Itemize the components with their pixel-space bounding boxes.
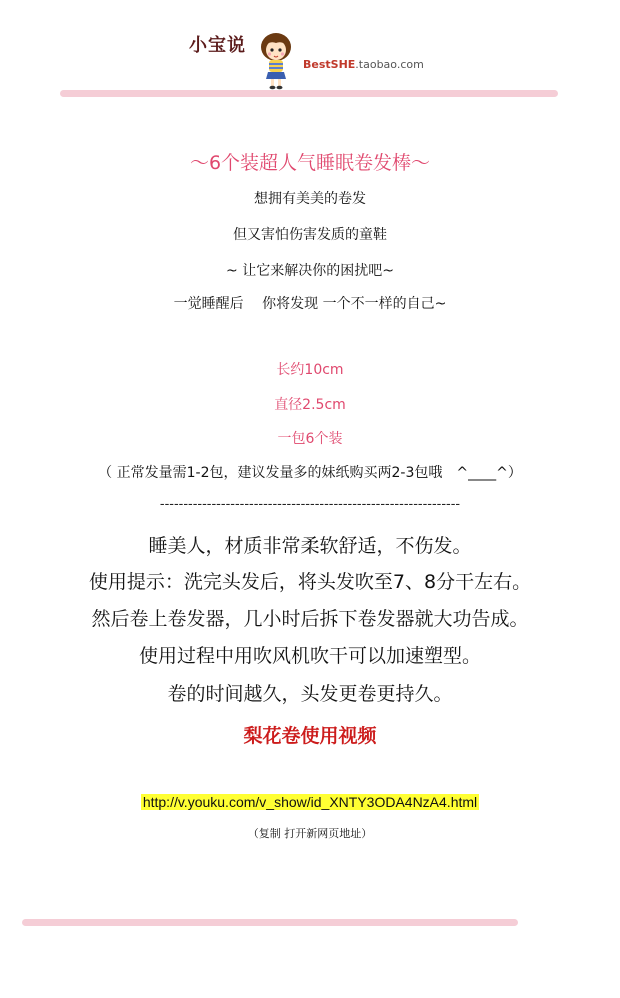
brand-title: 小宝说 [189,35,246,56]
spec-diameter: 直径2.5cm [274,397,346,413]
bottom-divider [22,919,518,926]
shop-name-suffix: .taobao.com [355,58,424,71]
purchase-note: （ 正常发量需1-2包，建议发量多的妹纸购买两2-3包哦 ^____^） [98,465,522,481]
usage-line: 使用过程中用吹风机吹干可以加速塑型。 [138,645,481,667]
video-link[interactable]: 梨花卷使用视频 [243,725,377,747]
spec-pack-count: 一包6个装 [277,431,343,447]
usage-line: 使用提示：洗完头发后，将头发吹至7、8分干左右。 [88,571,532,593]
usage-line: 然后卷上卷发器，几小时后拆下卷发器就大功告成。 [91,608,529,630]
dashed-divider: ---------------------------------------------------------------- [159,497,461,512]
shop-name-prefix: BestSHE [303,58,356,71]
intro-line: 但又害怕伤害发质的童鞋 [233,227,387,243]
copy-hint: （复制 打开新网页地址） [247,827,373,840]
intro-line: ~ 让它来解决你的困扰吧~ [226,263,394,279]
usage-line: 睡美人，材质非常柔软舒适，不伤发。 [148,535,472,557]
video-url-container [0,792,620,811]
top-divider [60,90,558,97]
cartoon-girl-icon [258,32,294,90]
product-title: ～6个装超人气睡眠卷发棒～ [189,152,431,174]
shop-url [303,58,424,71]
usage-line: 卷的时间越久，头发更卷更持久。 [167,683,453,705]
intro-line: 想拥有美美的卷发 [254,191,366,207]
video-url[interactable]: http://v.youku.com/v_show/id_XNTY3ODA4NzA4.html [142,794,478,810]
spec-length: 长约10cm [276,362,344,378]
intro-line: 一觉睡醒后 你将发现 一个不一样的自己~ [173,296,447,312]
